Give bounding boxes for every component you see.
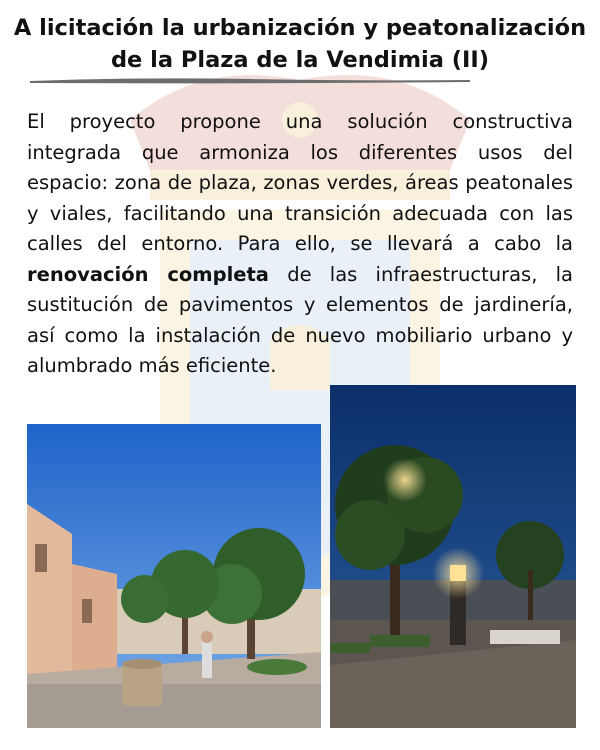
plaza-day-render-image — [27, 424, 321, 728]
body-text-part-1: El proyecto propone una solución constructiva integrada que armoniza los diferentes usos del espacio: zona de plaza, zonas verdes, áreas peatonales y viales, facilitando una transición adecuada con las calles del entorno. Para ello, se llevará a cabo la — [27, 110, 573, 255]
body-text-bold: renovación completa — [27, 262, 269, 286]
body-text-part-2: de las infraestructuras, la sustitución de pavimentos y elementos de jardinería, así como la instalación de nuevo mobiliario urbano y alumbrado más eficiente. — [27, 262, 573, 377]
plaza-night-render-image — [330, 385, 576, 728]
title-line-2: de la Plaza de la Vendimia (II) — [110, 47, 490, 73]
title-underline-brushstroke — [30, 76, 470, 84]
page-title — [0, 12, 600, 76]
title-line-1: A licitación la urbanización y peatonalización — [13, 15, 587, 41]
body-paragraph — [27, 107, 573, 382]
